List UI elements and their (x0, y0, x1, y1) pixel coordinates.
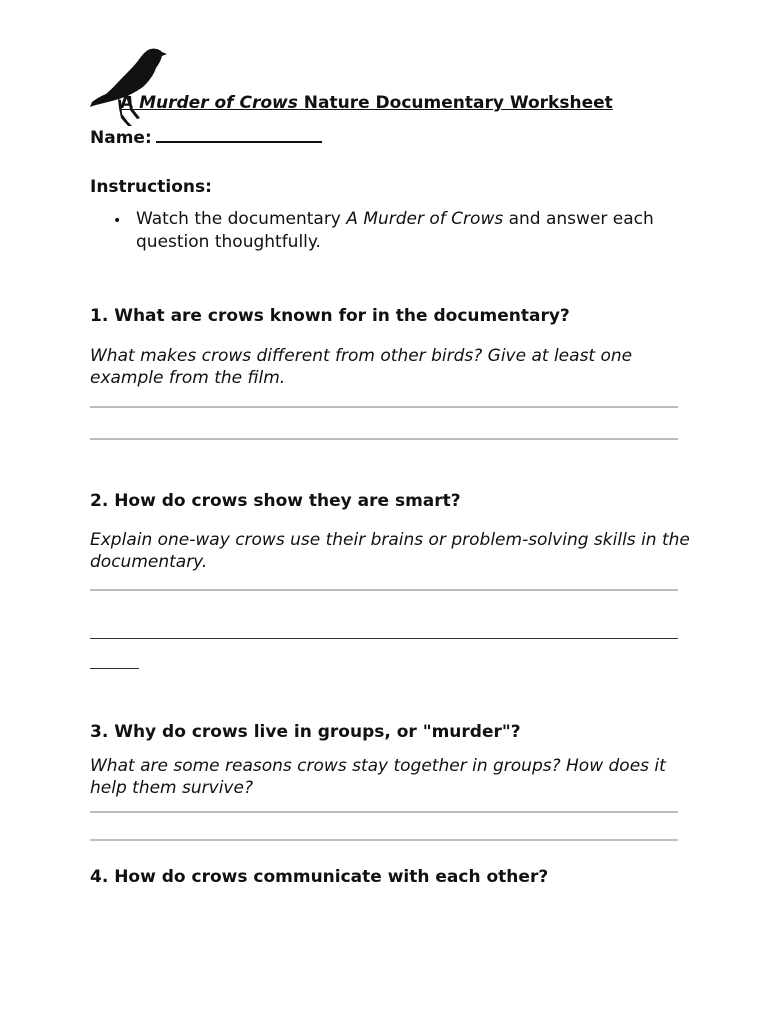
title-italic: Murder of Crows (139, 93, 298, 113)
answer-line[interactable] (90, 638, 678, 639)
question-2-prompt: Explain one-way crows use their brains or problem-solving skills in the documentary. (90, 530, 690, 572)
question-1-prompt: What makes crows different from other birds? Give at least one example from the film. (90, 346, 633, 388)
instructions-heading: Instructions: (90, 177, 212, 197)
title-prefix: A (120, 93, 134, 113)
answer-line[interactable] (90, 668, 139, 669)
instructions-text-after: and answer each question thoughtfully. (136, 209, 660, 252)
name-field (90, 127, 322, 148)
instructions-text-italic: A Murder of Crows (346, 209, 504, 229)
title-suffix: Nature Documentary Worksheet (297, 93, 613, 113)
answer-line[interactable] (90, 589, 678, 591)
crow-icon (88, 44, 170, 130)
question-2-heading: 2. How do crows show they are smart? (90, 491, 461, 511)
name-blank-line[interactable] (156, 127, 322, 143)
question-1-heading: 1. What are crows known for in the documentary? (90, 306, 570, 326)
instructions-text-before: Watch the documentary (136, 209, 347, 229)
answer-line[interactable] (90, 839, 678, 841)
answer-line[interactable] (90, 438, 678, 440)
worksheet-title (120, 93, 613, 113)
question-4-heading: 4. How do crows communicate with each other? (90, 867, 549, 887)
answer-line[interactable] (90, 811, 678, 813)
instructions-text (136, 208, 696, 254)
name-label: Name: (90, 128, 152, 148)
question-3-prompt: What are some reasons crows stay together in groups? How does it help them survive? (90, 756, 666, 798)
answer-line[interactable] (90, 406, 678, 408)
question-3-heading: 3. Why do crows live in groups, or "murder"? (90, 722, 521, 742)
bullet-marker: • (113, 213, 122, 229)
